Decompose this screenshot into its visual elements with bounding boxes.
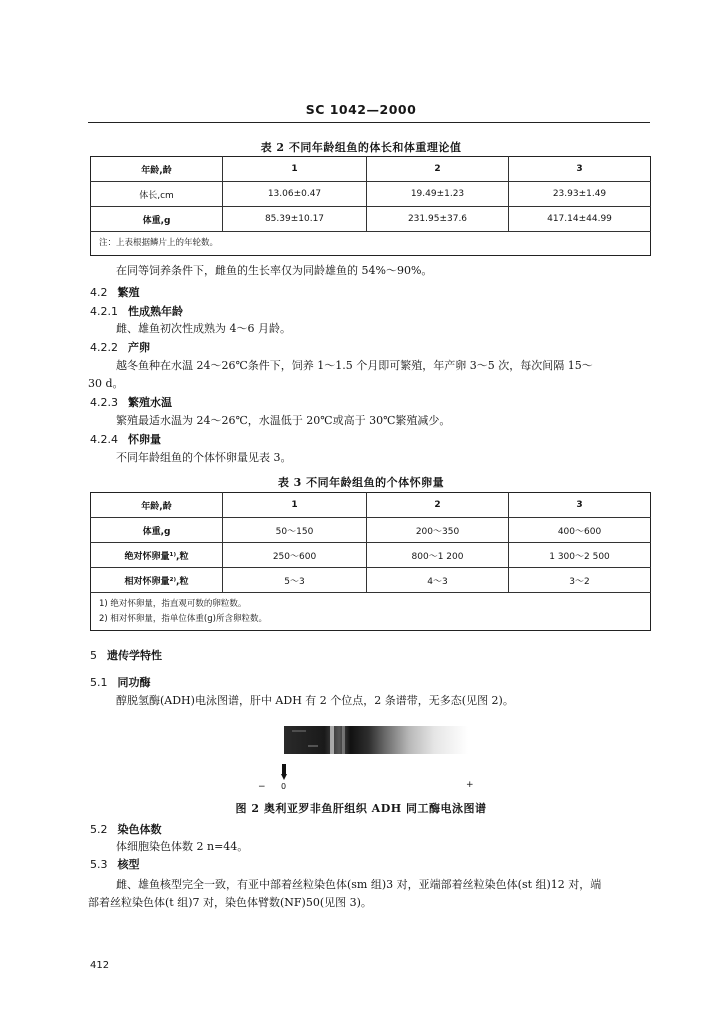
- page-number: 412: [90, 960, 110, 971]
- section-5-1-text: 醇脱氢酶(ADH)电泳图谱，肝中 ADH 有 2 个位点，2 条谱带，无多态(见图 2)。: [116, 694, 514, 707]
- table-cell: 85.39±10.17: [223, 207, 367, 232]
- section-4-2-2-heading: [90, 341, 150, 355]
- table-row: [91, 543, 651, 568]
- section-title: 怀卵量: [128, 433, 161, 446]
- section-number: 5: [90, 649, 97, 662]
- section-title: 核型: [117, 858, 140, 871]
- section-4-2-4-text: 不同年龄组鱼的个体怀卵量见表 3。: [116, 451, 292, 464]
- section-4-2-3-text: 繁殖最适水温为 24～26℃，水温低于 20℃或高于 30℃繁殖减少。: [116, 414, 451, 427]
- table-cell: 200～350: [367, 518, 509, 543]
- table-row: [91, 568, 651, 593]
- section-5-3-text-line2: 部着丝粒染色体(t 组)7 对，染色体臂数(NF)50(见图 3)。: [88, 896, 372, 909]
- electrophoresis-gel-image: [284, 726, 468, 754]
- section-title: 繁殖水温: [128, 396, 172, 409]
- row-label: 绝对怀卵量¹⁾,粒: [91, 543, 223, 568]
- table3-note-1: 1) 绝对怀卵量，指直观可数的卵粒数。: [99, 598, 247, 609]
- table2: [90, 156, 651, 256]
- table-cell: 13.06±0.47: [223, 182, 367, 207]
- table-cell: 3～2: [509, 568, 651, 593]
- cathode-label: −: [258, 782, 266, 792]
- section-number: 4.2: [90, 286, 108, 299]
- table3: [90, 492, 651, 631]
- table-cell: 19.49±1.23: [367, 182, 509, 207]
- table3-note-2: 2) 相对怀卵量，指单位体重(g)所含卵粒数。: [99, 613, 267, 624]
- section-4-2-2-text-line2: 30 d。: [88, 377, 124, 390]
- row-label: 体重,g: [91, 207, 223, 232]
- section-5-3-heading: [90, 858, 140, 872]
- table3-age-1: 1: [223, 493, 367, 518]
- table2-note: 注：上表根据鳞片上的年轮数。: [91, 232, 651, 256]
- section-title: 遗传学特性: [107, 649, 162, 662]
- table-cell: 4～3: [367, 568, 509, 593]
- section-number: 4.2.4: [90, 433, 118, 446]
- table2-age-3: 3: [509, 157, 651, 182]
- section-4-2-heading: [90, 286, 140, 300]
- table2-header-row: [91, 157, 651, 182]
- section-title: 染色体数: [117, 823, 162, 836]
- section-number: 4.2.1: [90, 305, 118, 318]
- table2-age-1: 1: [223, 157, 367, 182]
- section-number: 5.2: [90, 823, 108, 836]
- table3-header-label: 年龄,龄: [91, 493, 223, 518]
- table3-age-3: 3: [509, 493, 651, 518]
- section-5-1-heading: [90, 676, 151, 690]
- section-title: 繁殖: [117, 286, 140, 299]
- growth-paragraph: 在同等饲养条件下，雌鱼的生长率仅为同龄雄鱼的 54%～90%。: [116, 264, 433, 277]
- table-cell: 50～150: [223, 518, 367, 543]
- origin-marker-icon: [281, 764, 287, 780]
- row-label: 相对怀卵量²⁾,粒: [91, 568, 223, 593]
- table2-header-label: 年龄,龄: [91, 157, 223, 182]
- table-row: [91, 182, 651, 207]
- section-number: 5.3: [90, 858, 108, 871]
- section-4-2-4-heading: [90, 433, 161, 447]
- section-5-3-text-line1: 雌、雄鱼核型完全一致，有亚中部着丝粒染色体(sm 组)3 对，亚端部着丝粒染色体(st 组)12 对，端: [116, 878, 602, 891]
- header-rule: [88, 122, 650, 123]
- row-label: 体重,g: [91, 518, 223, 543]
- standard-code: SC 1042—2000: [305, 102, 417, 117]
- table2-caption: 表 2 不同年龄组鱼的体长和体重理论值: [260, 141, 462, 154]
- table-cell: 400～600: [509, 518, 651, 543]
- section-4-2-1-text: 雌、雄鱼初次性成熟为 4～6 月龄。: [116, 322, 291, 335]
- table-row: [91, 207, 651, 232]
- row-label: 体长,cm: [91, 182, 223, 207]
- table3-notes: [91, 593, 651, 631]
- table-cell: 800～1 200: [367, 543, 509, 568]
- section-number: 4.2.3: [90, 396, 118, 409]
- anode-label: +: [466, 780, 474, 790]
- table3-header-row: [91, 493, 651, 518]
- section-4-2-2-text-line1: 越冬鱼种在水温 24～26℃条件下，饲养 1～1.5 个月即可繁殖，年产卵 3～5 次，每次间隔 15～: [116, 359, 593, 372]
- section-title: 同功酶: [117, 676, 151, 689]
- section-4-2-3-heading: [90, 396, 172, 410]
- table2-age-2: 2: [367, 157, 509, 182]
- figure2-caption: 图 2 奥利亚罗非鱼肝组织 ADH 同工酶电泳图谱: [235, 802, 487, 815]
- table3-age-2: 2: [367, 493, 509, 518]
- table-cell: 231.95±37.6: [367, 207, 509, 232]
- table3-note-row: [91, 593, 651, 631]
- table-cell: 23.93±1.49: [509, 182, 651, 207]
- section-4-2-1-heading: [90, 305, 183, 319]
- section-5-2-text: 体细胞染色体数 2 n=44。: [116, 840, 249, 853]
- table3-caption: 表 3 不同年龄组鱼的个体怀卵量: [277, 476, 445, 489]
- section-number: 4.2.2: [90, 341, 118, 354]
- table2-note-row: [91, 232, 651, 256]
- section-title: 产卵: [128, 341, 150, 354]
- table-cell: 5～3: [223, 568, 367, 593]
- table-row: [91, 518, 651, 543]
- section-number: 5.1: [90, 676, 108, 689]
- section-5-heading: [90, 649, 162, 663]
- table-cell: 417.14±44.99: [509, 207, 651, 232]
- table-cell: 250～600: [223, 543, 367, 568]
- origin-label: 0: [281, 782, 287, 791]
- table-cell: 1 300～2 500: [509, 543, 651, 568]
- section-title: 性成熟年龄: [128, 305, 183, 318]
- section-5-2-heading: [90, 823, 162, 837]
